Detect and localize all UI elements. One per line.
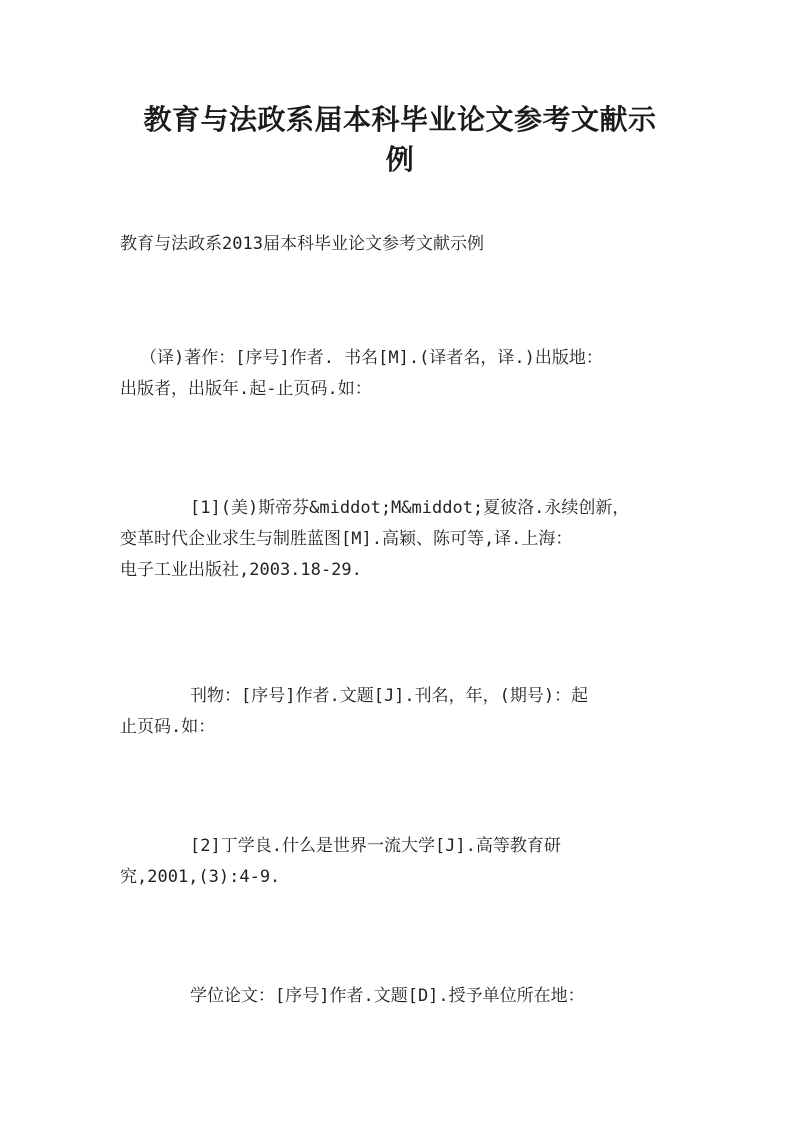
paragraph-translated-book xyxy=(120,343,710,405)
paragraph-reference-2 xyxy=(120,831,726,893)
title-line-2: 例 xyxy=(385,143,415,176)
paragraph-line: 变革时代企业求生与制胜蓝图[M].高颖、陈可等,译.上海： xyxy=(120,529,573,549)
paragraph-line: 止页码.如： xyxy=(120,717,216,737)
paragraph-line: 究,2001,(3):4-9. xyxy=(120,867,281,887)
paragraph-line: [1](美)斯帝芬&middot;M&middot;夏彼洛.永续创新， xyxy=(156,498,630,518)
title-line-1: 教育与法政系届本科毕业论文参考文献示 xyxy=(143,103,657,136)
paragraph-line: （译)著作：[序号]作者. 书名[M].(译者名，译.)出版地： xyxy=(140,348,603,368)
document-title xyxy=(100,100,700,180)
paragraph-journal xyxy=(120,681,726,743)
paragraph-line: 出版者，出版年.起-止页码.如： xyxy=(120,379,372,399)
document-subtitle xyxy=(120,229,690,260)
paragraph-line: 刊物：[序号]作者.文题[J].刊名，年，(期号)：起 xyxy=(156,686,589,706)
paragraph-thesis xyxy=(156,981,726,1012)
subtitle-text: 教育与法政系2013届本科毕业论文参考文献示例 xyxy=(120,234,484,254)
paragraph-reference-1 xyxy=(120,493,726,586)
paragraph-line: 学位论文：[序号]作者.文题[D].授予单位所在地： xyxy=(156,986,585,1006)
paragraph-line: [2]丁学良.什么是世界一流大学[J].高等教育研 xyxy=(156,836,561,856)
paragraph-line: 电子工业出版社,2003.18-29. xyxy=(120,560,362,580)
